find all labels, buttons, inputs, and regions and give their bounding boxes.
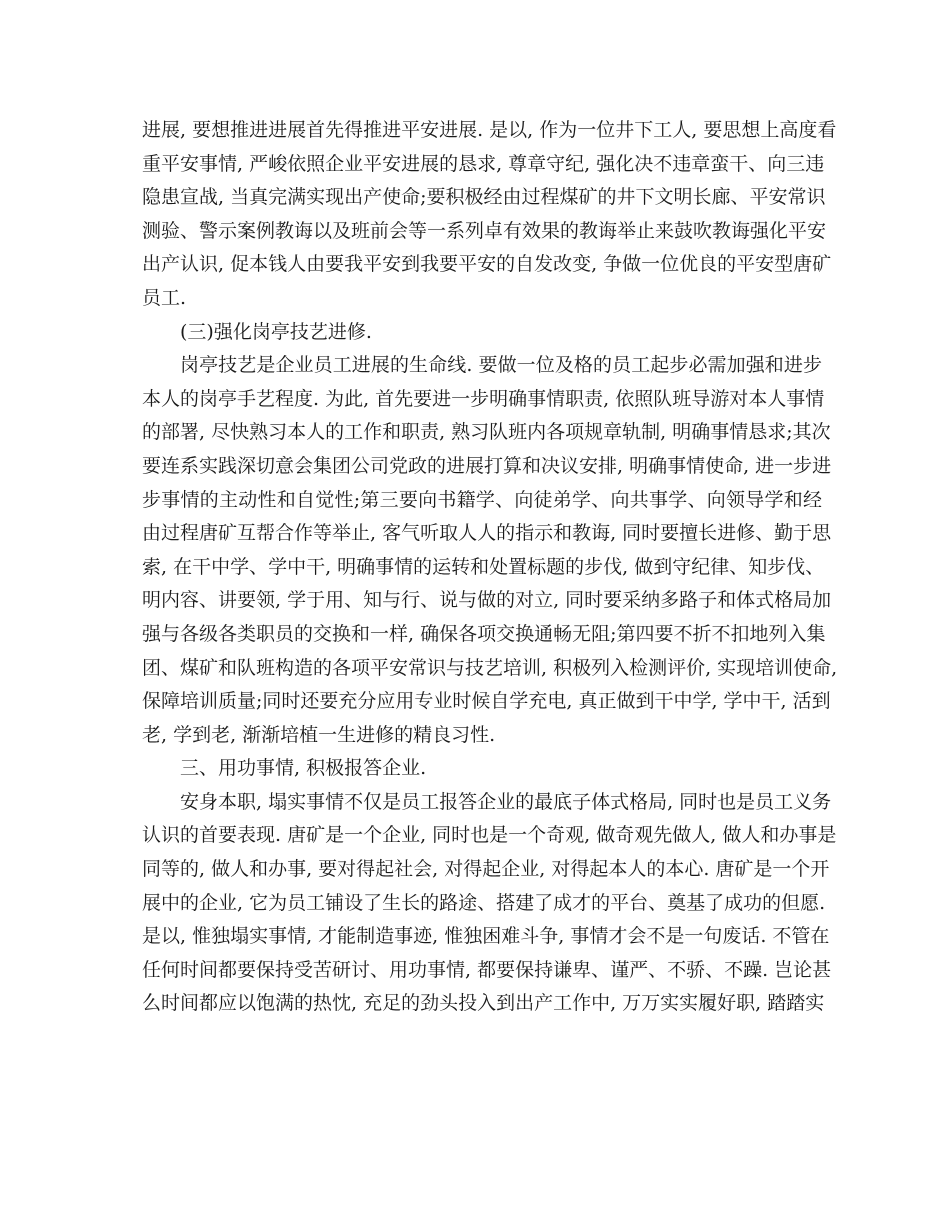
text-line: 明内容、讲要领, 学于用、知与行、说与做的对立, 同时要采纳多路子和体式格局加 bbox=[142, 589, 832, 612]
document-body bbox=[142, 114, 838, 1021]
text-line: 认识的首要表现. 唐矿是一个企业, 同时也是一个奇观, 做奇观先做人, 做人和办事是 bbox=[142, 824, 837, 847]
text-line: 老, 学到老, 渐渐培植一生进修的精良习性. bbox=[142, 723, 496, 746]
text-line: 是以, 惟独塌实事情, 才能制造事迹, 惟独困难斗争, 事情才会不是一句废话. 不管在 bbox=[142, 925, 830, 948]
text-line: 索, 在干中学、学中干, 明确事情的运转和处置标题的步伐, 做到守纪律、知步伐、 bbox=[142, 555, 825, 578]
text-line: (三)强化岗亭技艺进修. bbox=[180, 320, 372, 343]
text-line: 任何时间都要保持受苦研讨、用功事情, 都要保持谦卑、谨严、不骄、不躁. 岂论甚 bbox=[142, 958, 832, 981]
text-line: 出产认识, 促本钱人由要我平安到我要平安的自发改变, 争做一位优良的平安型唐矿 bbox=[142, 253, 832, 276]
text-line: 安身本职, 塌实事情不仅是员工报答企业的最底子体式格局, 同时也是员工义务 bbox=[180, 790, 832, 813]
text-line: 进展, 要想推进进展首先得推进平安进展. 是以, 作为一位井下工人, 要思想上高度看 bbox=[142, 119, 837, 141]
text-line: 重平安事情, 严峻依照企业平安进展的恳求, 尊章守纪, 强化决不违章蛮干、向三违 bbox=[142, 152, 825, 175]
text-line: 同等的, 做人和办事, 要对得起社会, 对得起企业, 对得起本人的本心. 唐矿是一个开 bbox=[142, 858, 830, 881]
text-line: 要连系实践深切意会集团公司党政的进展打算和决议安排, 明确事情使命, 进一步进 bbox=[142, 454, 832, 477]
text-line: 本人的岗亭手艺程度. 为此, 首先要进一步明确事情职责, 依照队班导游对本人事情 bbox=[142, 387, 825, 410]
text-line: 强与各级各类职员的交换和一样, 确保各项交换通畅无阻;第四要不折不扣地列入集 bbox=[142, 622, 826, 645]
text-line: 么时间都应以饱满的热忱, 充足的劲头投入到出产工作中, 万万实实履好职, 踏踏实 bbox=[142, 992, 825, 1015]
text-line: 隐患宣战, 当真完满实现出产使命;要积极经由过程煤矿的井下文明长廊、平安常识 bbox=[142, 186, 826, 209]
text-line: 展中的企业, 它为员工铺设了生长的路途、搭建了成才的平台、奠基了成功的但愿. bbox=[142, 891, 826, 914]
text-line: 测验、警示案例教诲以及班前会等一系列卓有效果的教诲举止来鼓吹教诲强化平安 bbox=[142, 219, 827, 242]
text-line: 团、煤矿和队班构造的各项平安常识与技艺培训, 积极列入检测评价, 实现培训使命, bbox=[142, 656, 838, 679]
text-line: 岗亭技艺是企业员工进展的生命线. 要做一位及格的员工起步必需加强和进步 bbox=[180, 354, 822, 377]
text-line: 保障培训质量;同时还要充分应用专业时候自学充电, 真正做到干中学, 学中干, 活到 bbox=[142, 690, 831, 713]
text-line: 员工. bbox=[142, 286, 187, 309]
text-line: 三、用功事情, 积极报答企业. bbox=[180, 757, 427, 780]
text-line: 由过程唐矿互帮合作等举止, 客气听取人人的指示和教诲, 同时要擅长进修、勤于思 bbox=[142, 522, 832, 545]
text-line: 步事情的主动性和自觉性;第三要向书籍学、向徒弟学、向共事学、向领导学和经 bbox=[142, 488, 822, 511]
text-line: 的部署, 尽快熟习本人的工作和职责, 熟习队班内各项规章轨制, 明确事情恳求;其次 bbox=[142, 421, 831, 444]
